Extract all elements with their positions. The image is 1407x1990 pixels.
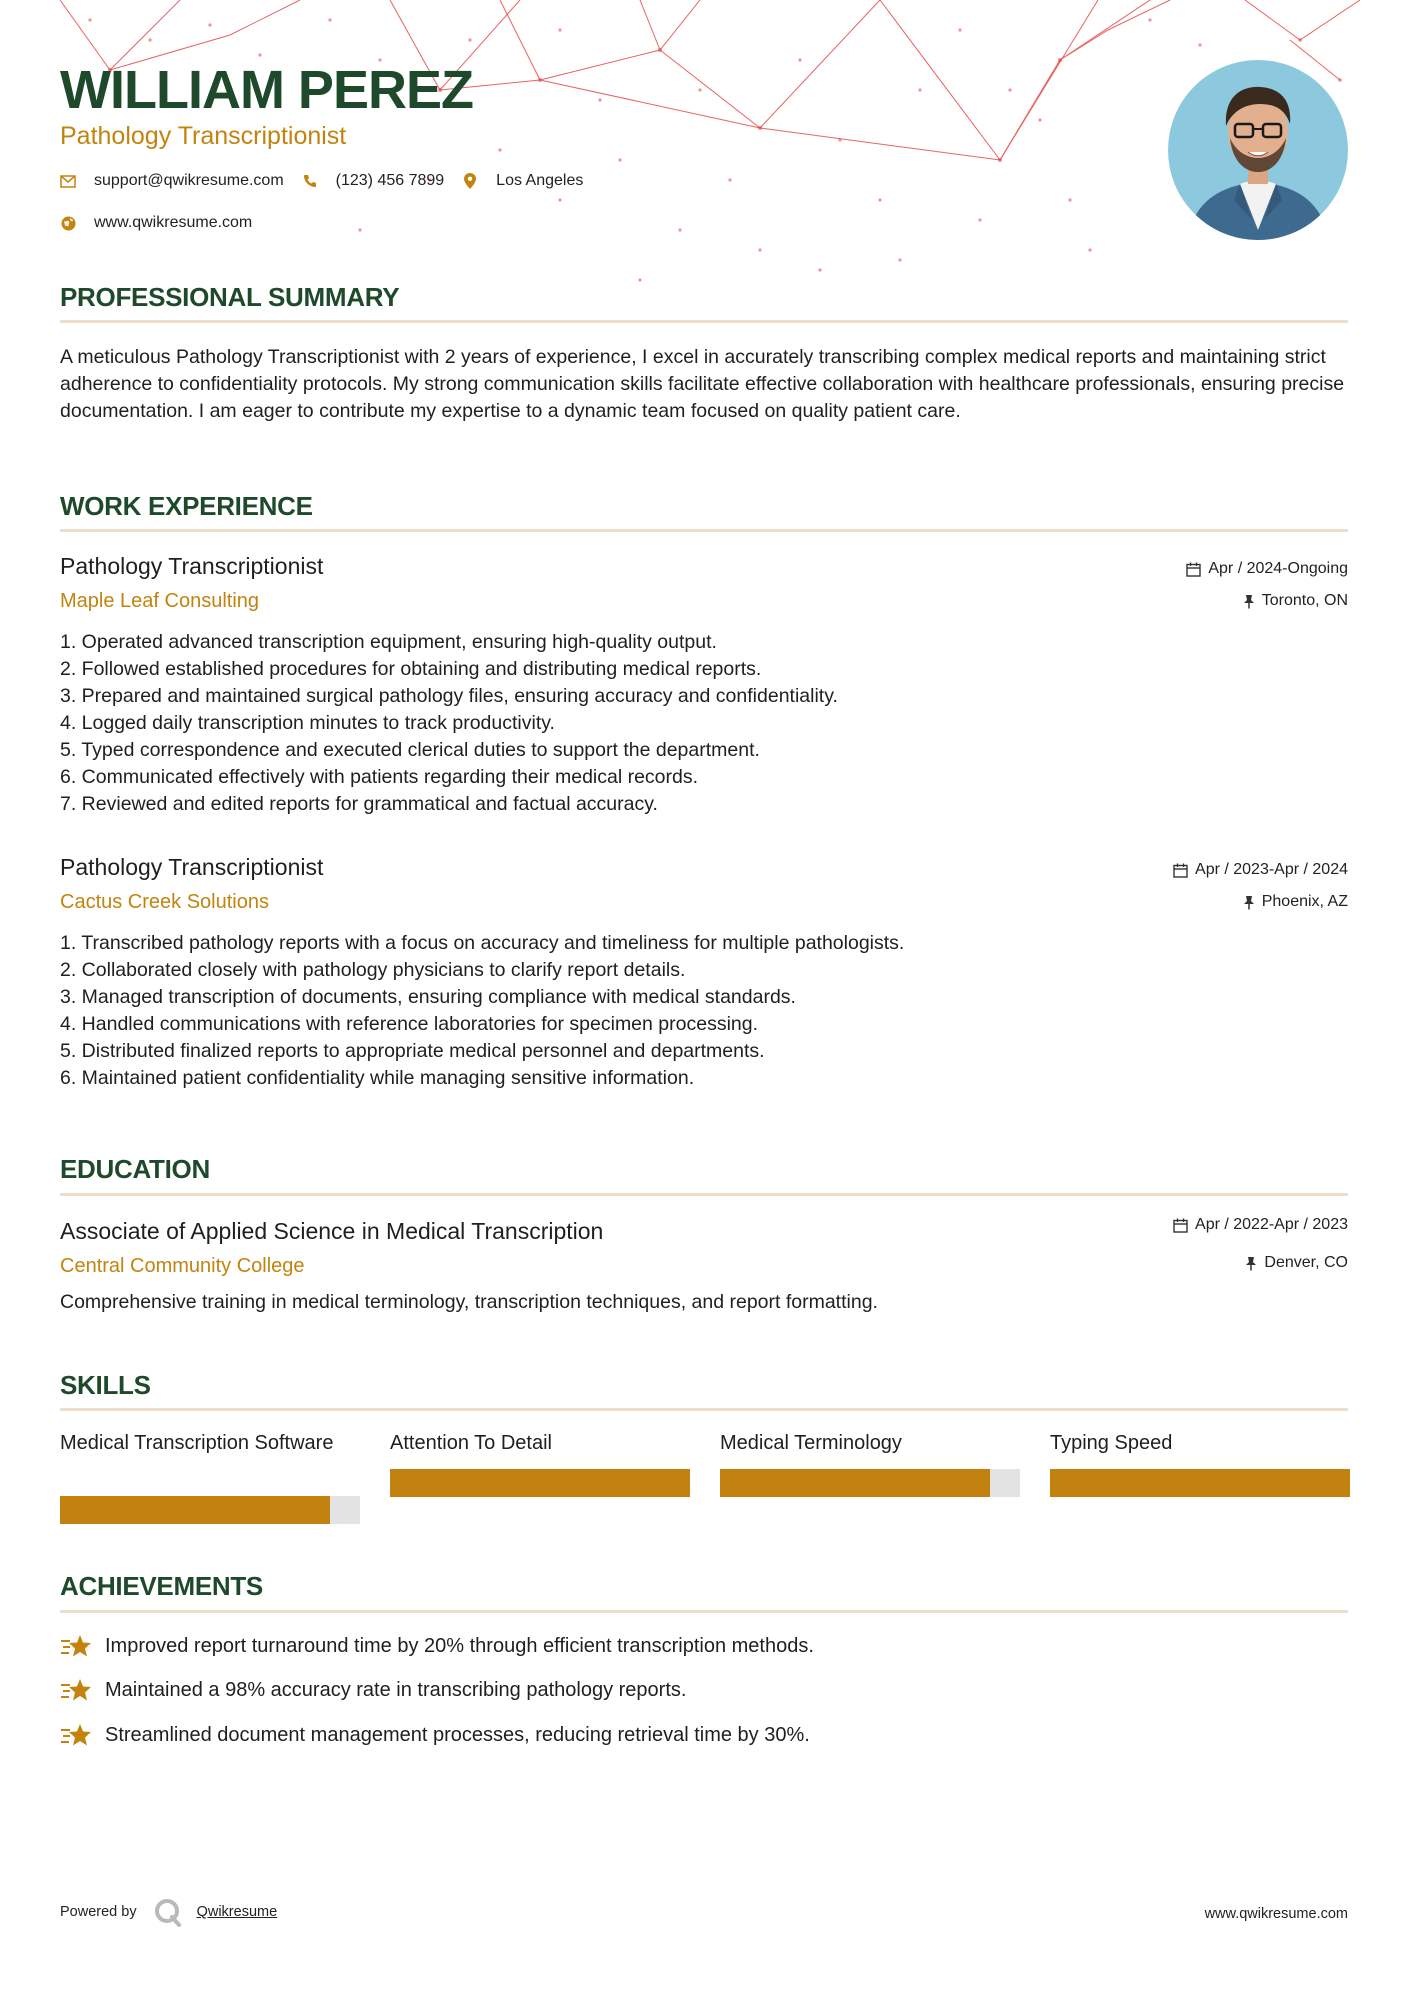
skill-bar-fill [390, 1469, 690, 1497]
summary-divider [60, 320, 1348, 323]
contact-location [462, 172, 583, 190]
candidate-name: WILLIAM PEREZ [60, 60, 473, 120]
job-location [1243, 893, 1348, 911]
education-heading: EDUCATION [60, 1154, 210, 1184]
star-award-icon [60, 1721, 92, 1749]
achievement-item [60, 1632, 814, 1660]
achievements-divider [60, 1610, 1348, 1613]
education-school: Central Community College [60, 1255, 305, 1277]
pushpin-icon [1245, 1256, 1257, 1271]
qwikresume-logo-icon [153, 1897, 183, 1927]
skill-bar [720, 1469, 1020, 1497]
list-item: 3. Prepared and maintained surgical pathology files, ensuring accuracy and confidentiality. [60, 685, 838, 707]
education-dates [1173, 1216, 1348, 1234]
skills-divider [60, 1408, 1348, 1411]
list-item: 2. Followed established procedures for obtaining and distributing medical reports. [60, 658, 762, 680]
job-dates [1173, 861, 1348, 879]
summary-text: A meticulous Pathology Transcriptionist with 2 years of experience, I excel in accurately transcribing complex medical reports and maintaining strict adherence to confidentiality protocols. My strong communication skills facilitate effective collaboration with healthcare professionals, ensuring precise documentation. I am eager to contribute my expertise to a dynamic team focused on quality patient care. [60, 346, 1345, 422]
star-award-icon [60, 1676, 92, 1704]
job-bullets [60, 930, 1348, 1092]
globe-icon [60, 215, 76, 231]
achievement-text: Streamlined document management processes, reducing retrieval time by 30%. [105, 1723, 810, 1746]
job-location-text: Phoenix, AZ [1261, 893, 1348, 910]
achievement-text: Improved report turnaround time by 20% through efficient transcription methods. [105, 1634, 814, 1657]
skill-bar-fill [720, 1469, 990, 1497]
job-company: Maple Leaf Consulting [60, 590, 260, 612]
pushpin-icon [1243, 594, 1255, 609]
list-item: 3. Managed transcription of documents, ensuring compliance with medical standards. [60, 986, 796, 1008]
contact-phone[interactable] [302, 172, 445, 190]
job-dates [1186, 560, 1348, 578]
email-text: support@qwikresume.com [94, 172, 284, 189]
job-location [1243, 592, 1348, 610]
list-item: 5. Distributed finalized reports to appropriate medical personnel and departments. [60, 1040, 765, 1062]
job-title: Pathology Transcriptionist [60, 854, 324, 880]
list-item: 6. Maintained patient confidentiality while managing sensitive information. [60, 1067, 695, 1089]
achievement-text: Maintained a 98% accuracy rate in transcribing pathology reports. [105, 1678, 687, 1701]
map-pin-icon [462, 173, 478, 189]
job-bullets [60, 629, 1348, 818]
job-title: Pathology Transcriptionist [60, 553, 324, 579]
achievements-heading: ACHIEVEMENTS [60, 1571, 263, 1601]
skill-item [390, 1430, 690, 1500]
contact-row-primary [60, 172, 601, 190]
website-text: www.qwikresume.com [94, 214, 253, 231]
skill-name: Medical Transcription Software [60, 1432, 334, 1454]
qwikresume-link[interactable]: Qwikresume [196, 1904, 278, 1920]
education-divider [60, 1193, 1348, 1196]
list-item: 4. Handled communications with reference laboratories for specimen processing. [60, 1013, 759, 1035]
calendar-icon [1173, 863, 1188, 878]
skill-bar [1050, 1469, 1350, 1497]
profile-photo [1168, 60, 1348, 240]
calendar-icon [1186, 562, 1201, 577]
job-dates-text: Apr / 2024-Ongoing [1208, 560, 1348, 577]
list-item: 7. Reviewed and edited reports for grammatical and factual accuracy. [60, 793, 658, 815]
candidate-title: Pathology Transcriptionist [60, 122, 347, 150]
job-company: Cactus Creek Solutions [60, 891, 269, 913]
list-item: 4. Logged daily transcription minutes to track productivity. [60, 712, 555, 734]
education-location [1245, 1254, 1348, 1272]
list-item: 5. Typed correspondence and executed clerical duties to support the department. [60, 739, 760, 761]
list-item: 6. Communicated effectively with patients regarding their medical records. [60, 766, 699, 788]
skills-heading: SKILLS [60, 1370, 151, 1400]
skill-item [720, 1430, 1020, 1500]
list-item: 1. Transcribed pathology reports with a focus on accuracy and timeliness for multiple pathologists. [60, 932, 905, 954]
education-dates-text: Apr / 2022-Apr / 2023 [1195, 1216, 1348, 1233]
experience-divider [60, 529, 1348, 532]
skill-name: Attention To Detail [390, 1432, 552, 1454]
calendar-icon [1173, 1218, 1188, 1233]
skill-bar-fill [60, 1496, 330, 1524]
list-item: 1. Operated advanced transcription equipment, ensuring high-quality output. [60, 631, 717, 653]
education-location-text: Denver, CO [1264, 1254, 1348, 1271]
education-description: Comprehensive training in medical terminology, transcription techniques, and report formatting. [60, 1291, 878, 1313]
job-location-text: Toronto, ON [1261, 592, 1348, 609]
list-item: 2. Collaborated closely with pathology physicians to clarify report details. [60, 959, 686, 981]
skill-bar [390, 1469, 690, 1497]
star-award-icon [60, 1632, 92, 1660]
contact-website[interactable] [60, 214, 252, 232]
contact-row-secondary [60, 214, 270, 232]
job-dates-text: Apr / 2023-Apr / 2024 [1195, 861, 1348, 878]
achievement-item [60, 1721, 810, 1749]
envelope-icon [60, 173, 76, 189]
experience-heading: WORK EXPERIENCE [60, 491, 313, 521]
achievement-item [60, 1676, 686, 1704]
skill-name: Typing Speed [1050, 1432, 1173, 1454]
skill-bar [60, 1496, 360, 1524]
skill-name: Medical Terminology [720, 1432, 902, 1454]
contact-email[interactable] [60, 172, 284, 190]
footer-website[interactable]: www.qwikresume.com [1204, 1906, 1348, 1922]
summary-heading: PROFESSIONAL SUMMARY [60, 282, 400, 312]
skill-item [60, 1430, 360, 1525]
skill-item [1050, 1430, 1350, 1500]
education-degree: Associate of Applied Science in Medical Transcription [60, 1218, 604, 1244]
powered-by-label: Powered by [60, 1904, 137, 1920]
footer-powered-by [60, 1897, 277, 1927]
pushpin-icon [1243, 895, 1255, 910]
location-text: Los Angeles [496, 172, 584, 189]
skill-bar-fill [1050, 1469, 1350, 1497]
phone-icon [302, 173, 318, 189]
phone-text: (123) 456 7899 [335, 172, 445, 189]
